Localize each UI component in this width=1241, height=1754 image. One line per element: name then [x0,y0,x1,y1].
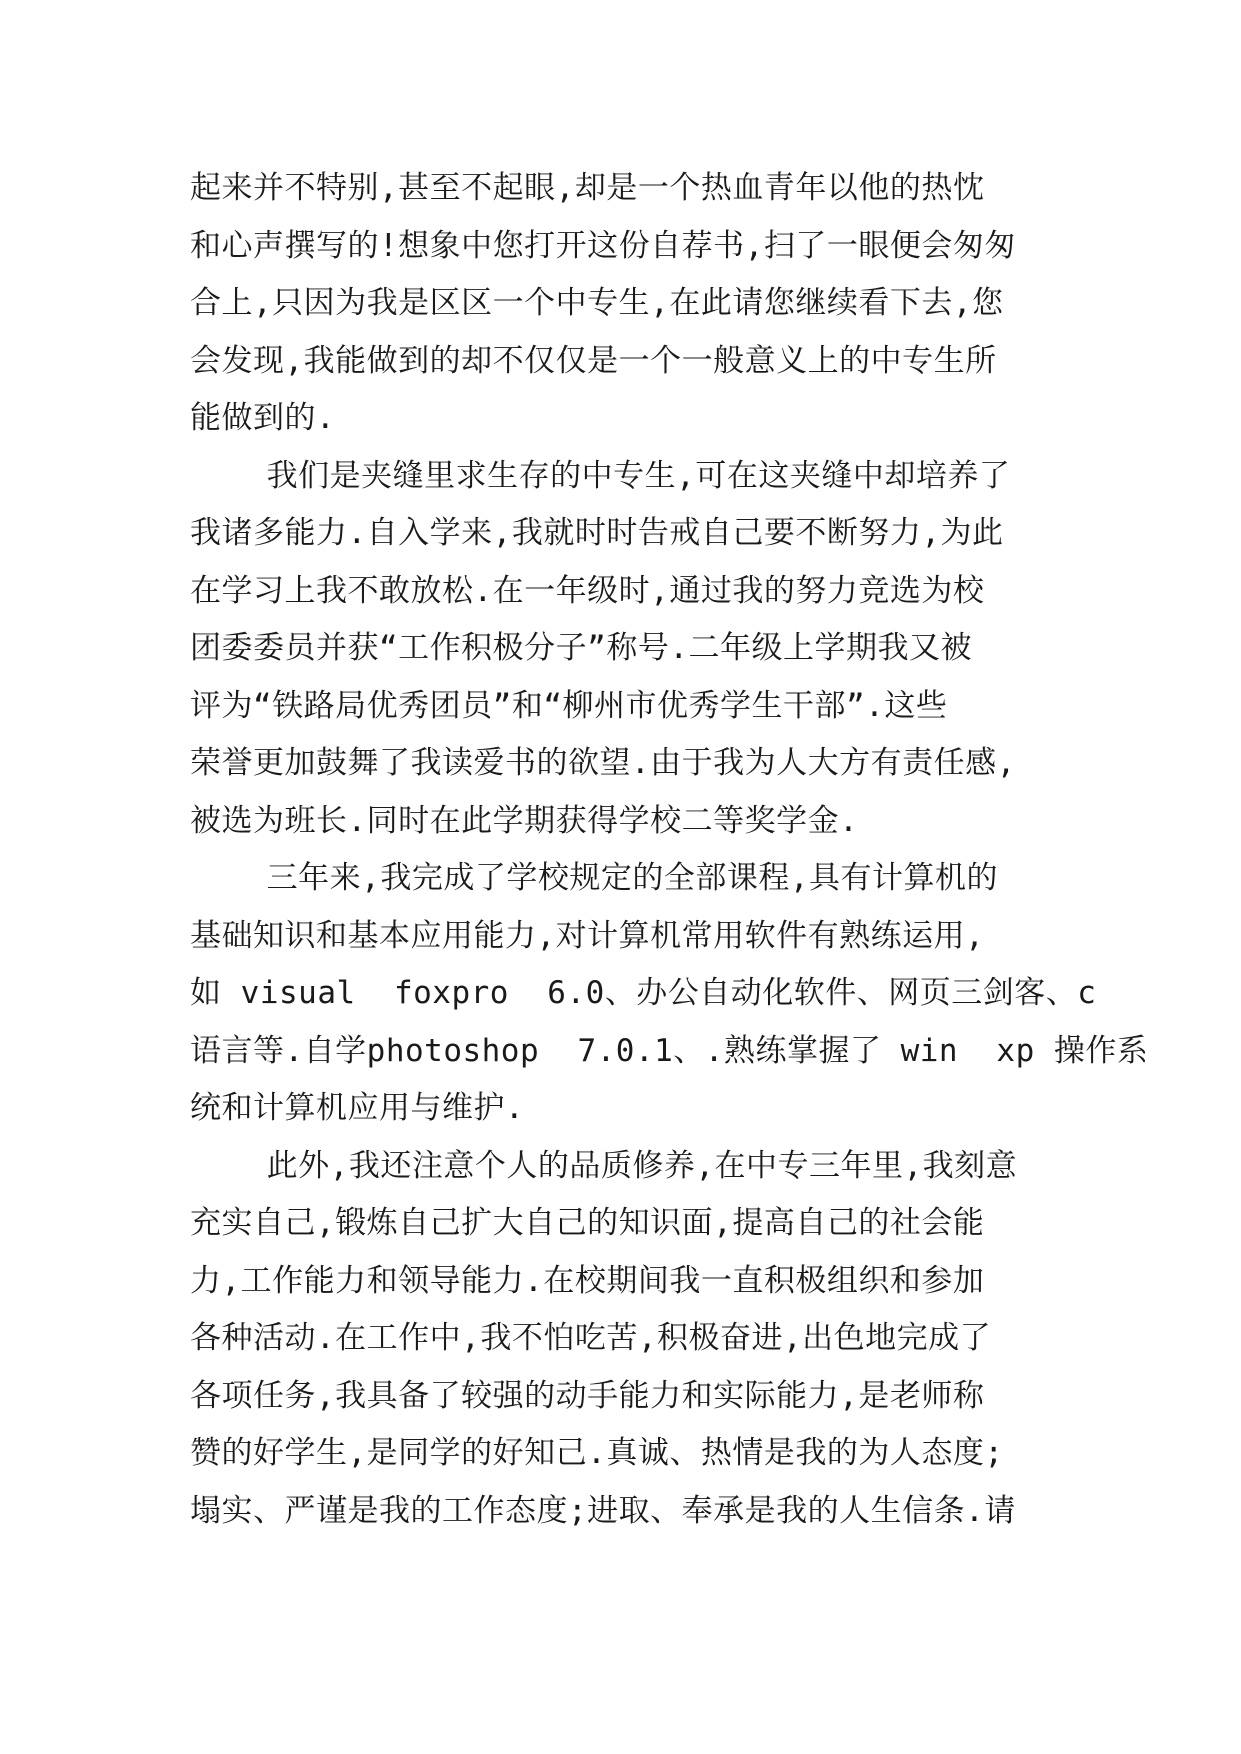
text-line: 起来并不特别,甚至不起眼,却是一个热血青年以他的热忱 [190,170,985,206]
text-line: 团委委员并获“工作积极分子”称号.二年级上学期我又被 [190,630,972,666]
text-line: 我诸多能力.自入学来,我就时时告戒自己要不断努力,为此 [190,515,1004,551]
text-line: 力,工作能力和领导能力.在校期间我一直积极组织和参加 [190,1262,985,1299]
text-line: 基础知识和基本应用能力,对计算机常用软件有熟练运用, [190,917,985,954]
text-line: 我们是夹缝里求生存的中专生,可在这夹缝中却培养了 [190,457,1011,494]
text-line: 能做到的. [190,400,336,436]
text-line: 合上,只因为我是区区一个中专生,在此请您继续看下去,您 [190,285,1004,321]
text-line: 三年来,我完成了学校规定的全部课程,具有计算机的 [190,860,998,896]
text-line: 统和计算机应用与维护. [190,1090,525,1126]
text-line: 各项任务,我具备了较强的动手能力和实际能力,是老师称 [190,1377,985,1414]
text-line: 荣誉更加鼓舞了我读爱书的欲望.由于我为人大方有责任感, [190,745,1016,781]
text-line: 各种活动.在工作中,我不怕吃苦,积极奋进,出色地完成了 [190,1320,992,1356]
text-line: 语言等.自学photoshop 7.0.1、.熟练掌握了 win xp 操作系 [190,1032,1149,1069]
text-line: 此外,我还注意个人的品质修养,在中专三年里,我刻意 [190,1147,1018,1184]
text-line: 充实自己,锻炼自己扩大自己的知识面,提高自己的社会能 [190,1205,985,1241]
text-line: 在学习上我不敢放松.在一年级时,通过我的努力竞选为校 [190,572,985,609]
text-line: 会发现,我能做到的却不仅仅是一个一般意义上的中专生所 [190,342,997,379]
text-line: 和心声撰写的!想象中您打开这份自荐书,扫了一眼便会匆匆 [190,227,1016,264]
text-line: 评为“铁路局优秀团员”和“柳州市优秀学生干部”.这些 [190,687,948,724]
body-text [190,160,1149,1540]
text-line: 塌实、严谨是我的工作态度;进取、奉承是我的人生信条.请 [190,1492,1016,1529]
text-line: 如 visual foxpro 6.0、办公自动化软件、网页三剑客、c [190,975,1097,1011]
text-line: 赞的好学生,是同学的好知己.真诚、热情是我的为人态度; [190,1435,1004,1471]
text-line: 被选为班长.同时在此学期获得学校二等奖学金. [190,802,859,839]
